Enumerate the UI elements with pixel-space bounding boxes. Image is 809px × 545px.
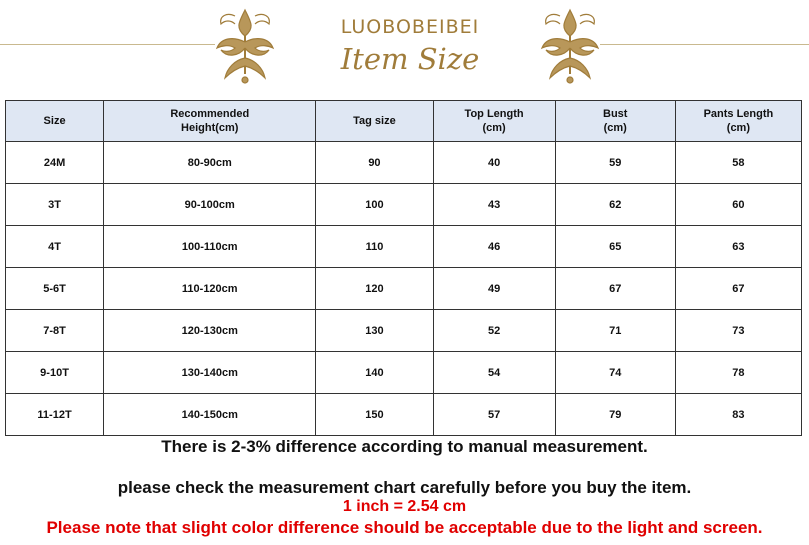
bust-cell bbox=[555, 268, 675, 310]
ornament-left-icon bbox=[205, 2, 285, 86]
size-cell-value: 11-12T bbox=[37, 408, 72, 421]
height-cell bbox=[104, 184, 316, 226]
tag-size-cell-value: 150 bbox=[365, 408, 384, 421]
ornament-right-icon bbox=[530, 2, 610, 86]
column-header-label: Top Length (cm) bbox=[464, 108, 524, 134]
top-length-cell-value: 52 bbox=[487, 324, 501, 337]
pants-length-cell bbox=[675, 394, 801, 436]
table-row bbox=[6, 352, 802, 394]
size-cell bbox=[6, 184, 104, 226]
table-row bbox=[6, 184, 802, 226]
pants-length-cell bbox=[675, 226, 801, 268]
top-length-cell-value: 54 bbox=[487, 366, 501, 379]
height-cell-value: 90-100cm bbox=[184, 198, 235, 211]
column-header bbox=[555, 101, 675, 142]
pants-length-cell-value: 78 bbox=[732, 366, 745, 379]
table-row bbox=[6, 310, 802, 352]
size-cell bbox=[6, 226, 104, 268]
bust-cell-value: 67 bbox=[609, 282, 622, 295]
size-cell-value: 24M bbox=[43, 156, 66, 169]
note-inch-conversion: 1 inch = 2.54 cm bbox=[342, 498, 467, 515]
tag-size-cell-value: 90 bbox=[368, 156, 381, 169]
column-header-label: Tag size bbox=[353, 115, 396, 127]
tag-size-cell bbox=[316, 268, 433, 310]
page-title: Item Size bbox=[340, 42, 480, 76]
table-row bbox=[6, 394, 802, 436]
top-length-cell bbox=[433, 394, 555, 436]
size-cell bbox=[6, 394, 104, 436]
top-length-cell bbox=[433, 142, 555, 184]
pants-length-cell-value: 73 bbox=[732, 324, 745, 337]
bust-cell bbox=[555, 142, 675, 184]
column-header bbox=[433, 101, 555, 142]
note-measurement-difference: There is 2-3% difference according to manual measurement. bbox=[161, 437, 648, 456]
tag-size-cell bbox=[316, 352, 433, 394]
column-header bbox=[6, 101, 104, 142]
column-header bbox=[675, 101, 801, 142]
height-cell-value: 140-150cm bbox=[181, 408, 238, 421]
size-chart-table bbox=[5, 100, 802, 436]
divider-line-left bbox=[0, 44, 215, 45]
bust-cell bbox=[555, 184, 675, 226]
bust-cell-value: 65 bbox=[609, 240, 622, 253]
table-row bbox=[6, 142, 802, 184]
column-header-label: Size bbox=[43, 115, 66, 127]
pants-length-cell bbox=[675, 142, 801, 184]
tag-size-cell bbox=[316, 142, 433, 184]
size-cell bbox=[6, 142, 104, 184]
column-header-label: Bust (cm) bbox=[603, 108, 628, 134]
height-cell bbox=[104, 310, 316, 352]
height-cell bbox=[104, 394, 316, 436]
tag-size-cell-value: 130 bbox=[365, 324, 384, 337]
table-row bbox=[6, 268, 802, 310]
tag-size-cell-value: 120 bbox=[365, 282, 384, 295]
bust-cell bbox=[555, 394, 675, 436]
brand-name: LUOBOBEIBEI bbox=[340, 16, 480, 38]
tag-size-cell-value: 100 bbox=[365, 198, 384, 211]
top-length-cell-value: 57 bbox=[487, 408, 501, 421]
bust-cell-value: 74 bbox=[609, 366, 622, 379]
table-body bbox=[6, 142, 802, 436]
height-cell bbox=[104, 352, 316, 394]
tag-size-cell bbox=[316, 184, 433, 226]
top-length-cell-value: 49 bbox=[487, 282, 501, 295]
divider-line-right bbox=[600, 44, 809, 45]
pants-length-cell-value: 60 bbox=[732, 198, 745, 211]
column-header-label: Recommended Height(cm) bbox=[170, 108, 250, 134]
size-cell-value: 5-6T bbox=[43, 282, 66, 295]
top-length-cell-value: 40 bbox=[487, 156, 501, 169]
bust-cell-value: 79 bbox=[609, 408, 622, 421]
size-cell-value: 4T bbox=[48, 240, 61, 253]
column-header bbox=[316, 101, 433, 142]
tag-size-cell-value: 140 bbox=[365, 366, 384, 379]
pants-length-cell bbox=[675, 310, 801, 352]
pants-length-cell bbox=[675, 352, 801, 394]
bust-cell bbox=[555, 226, 675, 268]
bust-cell bbox=[555, 310, 675, 352]
bust-cell-value: 62 bbox=[609, 198, 622, 211]
size-cell bbox=[6, 352, 104, 394]
top-length-cell-value: 46 bbox=[487, 240, 501, 253]
pants-length-cell bbox=[675, 184, 801, 226]
top-length-cell-value: 43 bbox=[487, 198, 501, 211]
top-length-cell bbox=[433, 310, 555, 352]
pants-length-cell-value: 67 bbox=[732, 282, 745, 295]
table-header-row bbox=[6, 101, 802, 142]
height-cell bbox=[104, 226, 316, 268]
top-length-cell bbox=[433, 226, 555, 268]
note-color-difference: Please note that slight color difference should be acceptable due to the light and screen. bbox=[46, 518, 763, 537]
height-cell bbox=[104, 268, 316, 310]
bust-cell bbox=[555, 352, 675, 394]
note-check-chart: please check the measurement chart carefully before you buy the item. bbox=[117, 478, 692, 497]
bust-cell-value: 71 bbox=[609, 324, 622, 337]
tag-size-cell bbox=[316, 394, 433, 436]
height-cell-value: 130-140cm bbox=[181, 366, 238, 379]
height-cell-value: 120-130cm bbox=[181, 324, 238, 337]
tag-size-cell bbox=[316, 310, 433, 352]
height-cell-value: 100-110cm bbox=[181, 240, 238, 253]
size-cell-value: 9-10T bbox=[40, 366, 69, 379]
size-cell-value: 7-8T bbox=[43, 324, 66, 337]
height-cell-value: 80-90cm bbox=[187, 156, 232, 169]
pants-length-cell-value: 63 bbox=[732, 240, 745, 253]
pants-length-cell-value: 58 bbox=[732, 156, 745, 169]
height-cell-value: 110-120cm bbox=[181, 282, 238, 295]
pants-length-cell bbox=[675, 268, 801, 310]
column-header-label: Pants Length (cm) bbox=[703, 108, 774, 134]
header bbox=[0, 0, 809, 95]
table-row bbox=[6, 226, 802, 268]
column-header bbox=[104, 101, 316, 142]
size-cell-value: 3T bbox=[48, 198, 61, 211]
top-length-cell bbox=[433, 184, 555, 226]
bust-cell-value: 59 bbox=[609, 156, 622, 169]
tag-size-cell bbox=[316, 226, 433, 268]
height-cell bbox=[104, 142, 316, 184]
top-length-cell bbox=[433, 352, 555, 394]
size-cell bbox=[6, 310, 104, 352]
tag-size-cell-value: 110 bbox=[365, 240, 384, 253]
top-length-cell bbox=[433, 268, 555, 310]
size-cell bbox=[6, 268, 104, 310]
pants-length-cell-value: 83 bbox=[732, 408, 745, 421]
